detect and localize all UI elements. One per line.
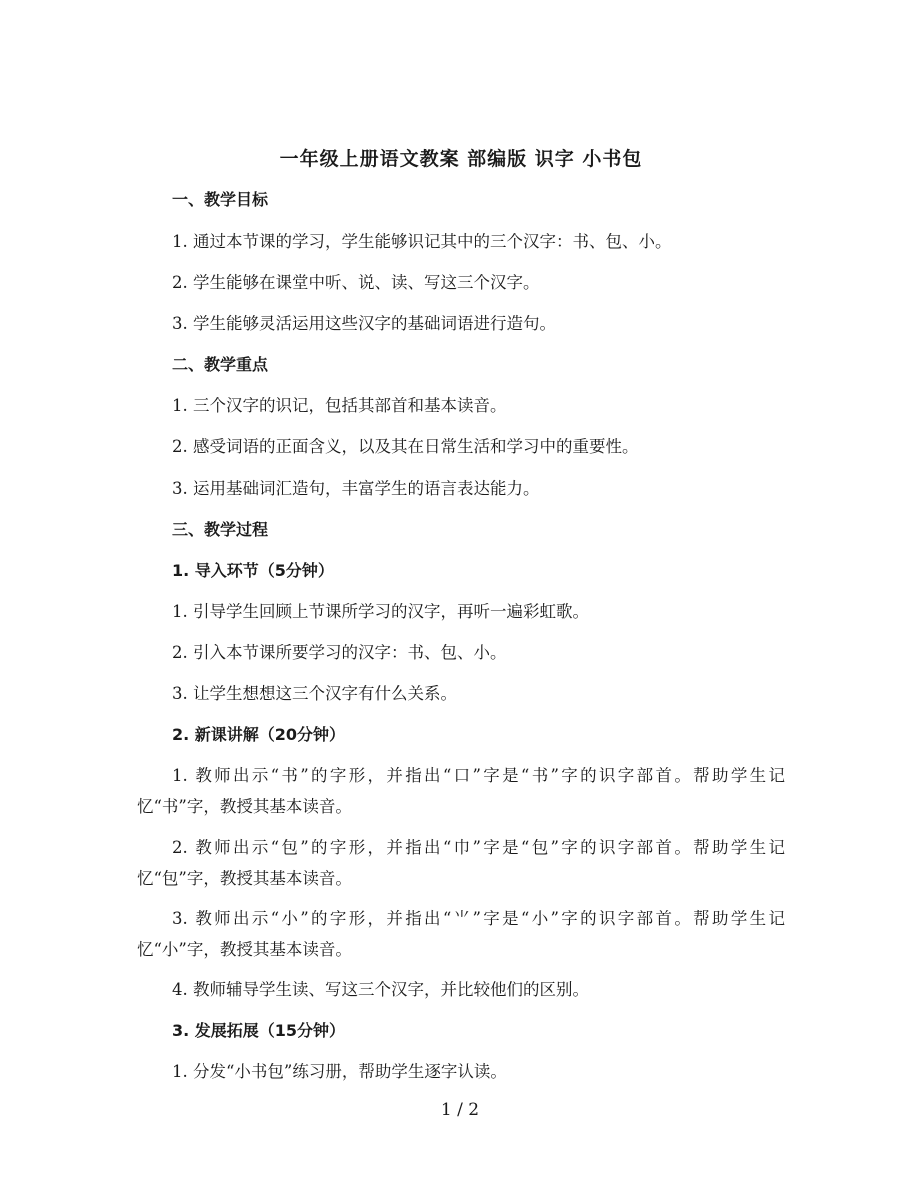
list-item: 1. 引导学生回顾上节课所学习的汉字，再听一遍彩虹歌。 [172, 602, 589, 621]
list-item: 2. 引入本节课所要学习的汉字：书、包、小。 [172, 643, 507, 662]
list-item: 3. 学生能够灵活运用这些汉字的基础词语进行造句。 [172, 314, 556, 333]
section-heading-objectives: 一、教学目标 [172, 190, 269, 209]
list-item: 1. 教师出示“书”的字形，并指出“口”字是“书”字的识字部首。帮助学生记忆“书”字，教授其基本读音。 [137, 766, 785, 816]
list-item: 4. 教师辅导学生读、写这三个汉字，并比较他们的区别。 [172, 980, 589, 999]
list-item: 2. 感受词语的正面含义，以及其在日常生活和学习中的重要性。 [172, 437, 639, 456]
subsection-heading-extension: 3. 发展拓展（15分钟） [172, 1021, 346, 1040]
section-heading-process: 三、教学过程 [172, 520, 269, 539]
page-number: 1 / 2 [440, 1100, 480, 1120]
subsection-heading-new-lesson: 2. 新课讲解（20分钟） [172, 725, 346, 744]
list-item: 3. 让学生想想这三个汉字有什么关系。 [172, 684, 457, 703]
document-title: 一年级上册语文教案 部编版 识字 小书包 [279, 148, 643, 170]
subsection-heading-intro: 1. 导入环节（5分钟） [172, 561, 334, 580]
section-heading-key-points: 二、教学重点 [172, 355, 269, 374]
list-item: 1. 三个汉字的识记，包括其部首和基本读音。 [172, 396, 507, 415]
list-item: 1. 通过本节课的学习，学生能够识记其中的三个汉字：书、包、小。 [172, 232, 672, 251]
list-item: 2. 教师出示“包”的字形，并指出“巾”字是“包”字的识字部首。帮助学生记忆“包”字，教授其基本读音。 [137, 838, 785, 888]
list-item: 3. 运用基础词汇造句，丰富学生的语言表达能力。 [172, 479, 540, 498]
list-item: 2. 学生能够在课堂中听、说、读、写这三个汉字。 [172, 273, 540, 292]
list-item: 1. 分发“小书包”练习册，帮助学生逐字认读。 [172, 1062, 507, 1081]
list-item: 3. 教师出示“小”的字形，并指出“⺌”字是“小”字的识字部首。帮助学生记忆“小”字，教授其基本读音。 [137, 909, 785, 959]
